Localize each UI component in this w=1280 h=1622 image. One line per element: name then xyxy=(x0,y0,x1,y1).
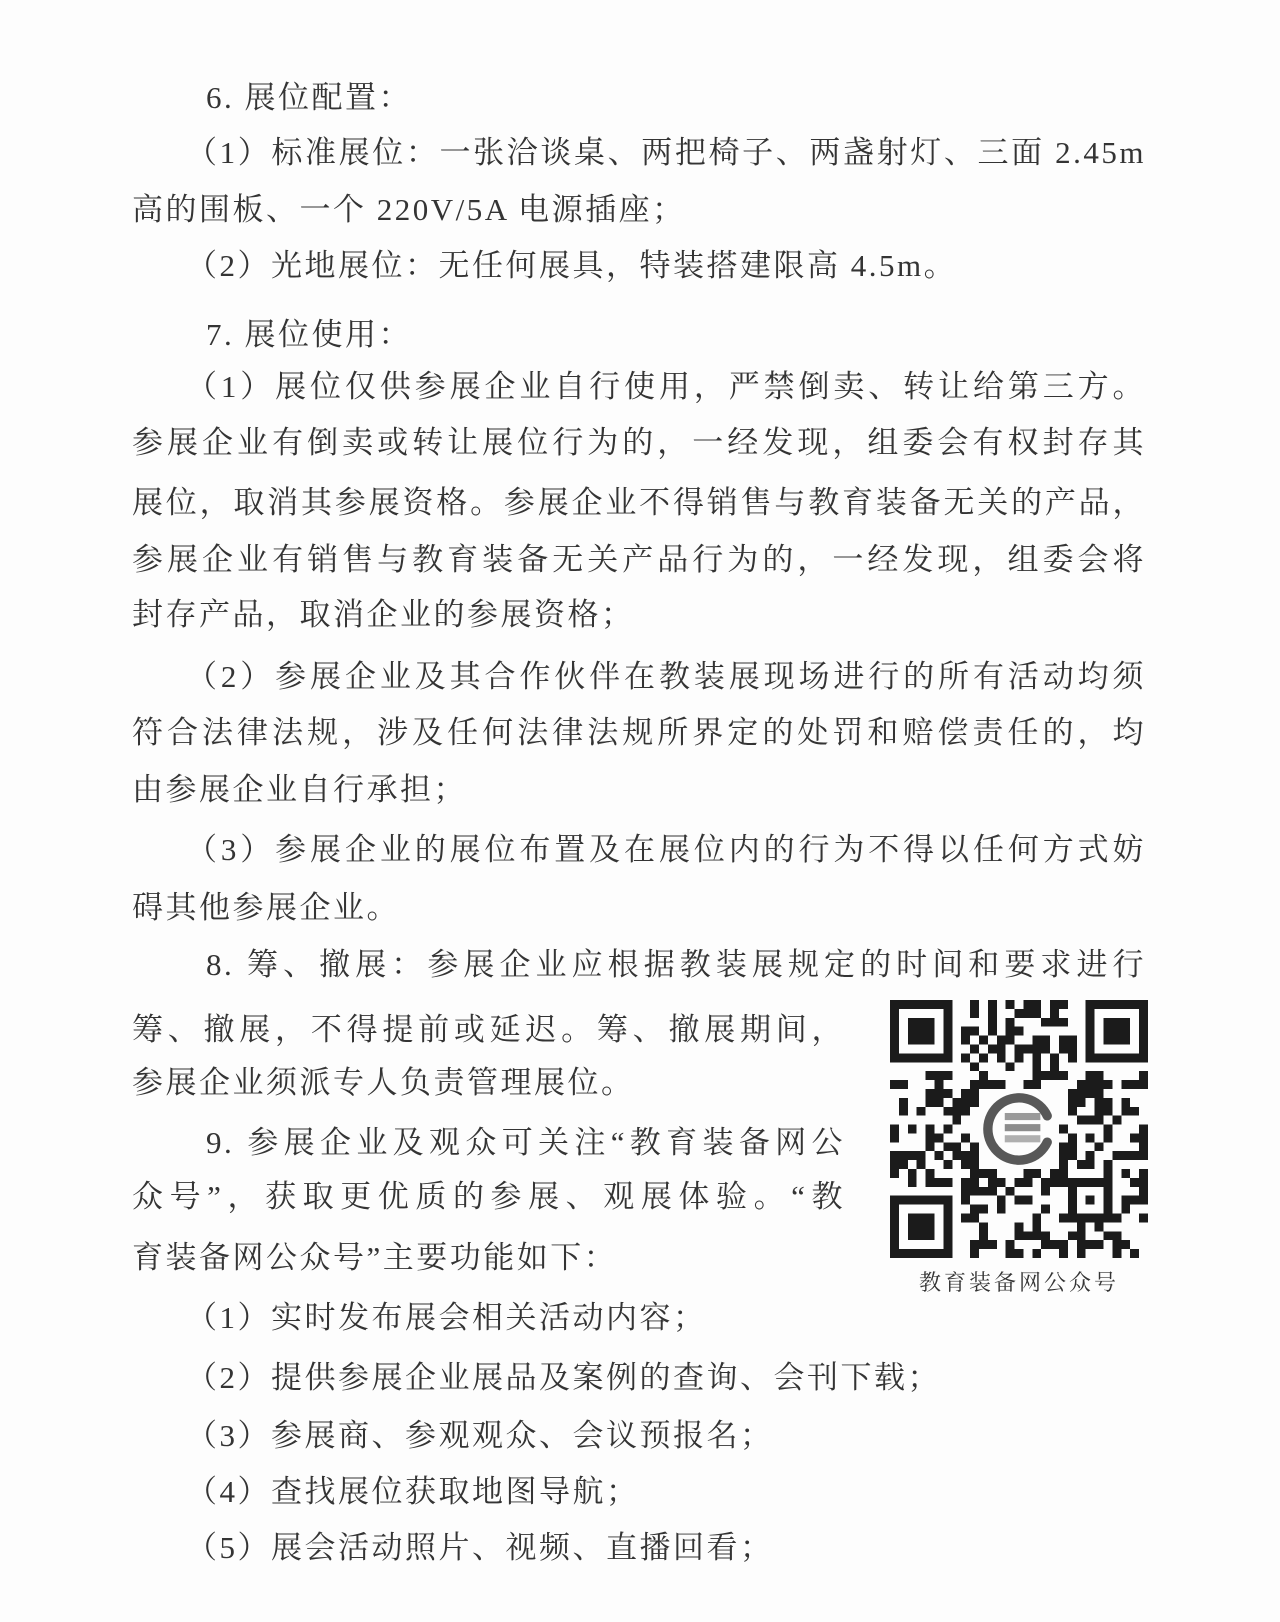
text-line: 筹、撤展，不得提前或延迟。筹、撤展期间， xyxy=(132,1012,845,1047)
text-line: （3）参展企业的展位布置及在展位内的行为不得以任何方式妨 xyxy=(186,832,1146,867)
list-item: （2）提供参展企业展品及案例的查询、会刊下载； xyxy=(186,1360,941,1395)
text-line: 展位，取消其参展资格。参展企业不得销售与教育装备无关的产品， xyxy=(132,485,1146,520)
section-heading: 6. 展位配置： xyxy=(206,80,412,115)
text-line: 封存产品，取消企业的参展资格； xyxy=(132,597,635,632)
qr-code-panel xyxy=(890,1000,1148,1297)
section-heading: 7. 展位使用： xyxy=(206,317,412,352)
text-line: 高的围板、一个 220V/5A 电源插座； xyxy=(132,192,686,227)
list-item: （3）参展商、参观观众、会议预报名； xyxy=(186,1418,774,1453)
text-line: （1）展位仅供参展企业自行使用，严禁倒卖、转让给第三方。 xyxy=(186,369,1146,404)
text-line: （1）标准展位：一张洽谈桌、两把椅子、两盏射灯、三面 2.45m xyxy=(186,135,1146,170)
list-item: （4）查找展位获取地图导航； xyxy=(186,1474,640,1509)
text-line: （2）光地展位：无任何展具，特装搭建限高 4.5m。 xyxy=(186,248,958,283)
text-line: 符合法律法规，涉及任何法律法规所界定的处罚和赔偿责任的，均 xyxy=(132,715,1146,750)
section-heading: 9. 参展企业及观众可关注“教育装备网公 xyxy=(206,1125,845,1160)
text-line: （2）参展企业及其合作伙伴在教装展现场进行的所有活动均须 xyxy=(186,659,1146,694)
section-heading: 8. 筹、撤展：参展企业应根据教装展规定的时间和要求进行 xyxy=(206,947,1146,982)
text-line: 育装备网公众号”主要功能如下： xyxy=(132,1240,618,1275)
text-line: 由参展企业自行承担； xyxy=(132,772,467,807)
text-line: 参展企业须派专人负责管理展位。 xyxy=(132,1065,635,1100)
text-line: 参展企业有倒卖或转让展位行为的，一经发现，组委会有权封存其 xyxy=(132,425,1146,460)
text-line: 碍其他参展企业。 xyxy=(132,890,400,925)
qr-code-image xyxy=(890,1000,1148,1258)
qr-caption: 教育装备网公众号 xyxy=(918,1270,1119,1295)
text-line: 参展企业有销售与教育装备无关产品行为的，一经发现，组委会将 xyxy=(132,542,1146,577)
list-item: （1）实时发布展会相关活动内容； xyxy=(186,1300,707,1335)
list-item: （5）展会活动照片、视频、直播回看； xyxy=(186,1530,774,1565)
text-line: 众号”，获取更优质的参展、观展体验。“教 xyxy=(132,1179,845,1214)
